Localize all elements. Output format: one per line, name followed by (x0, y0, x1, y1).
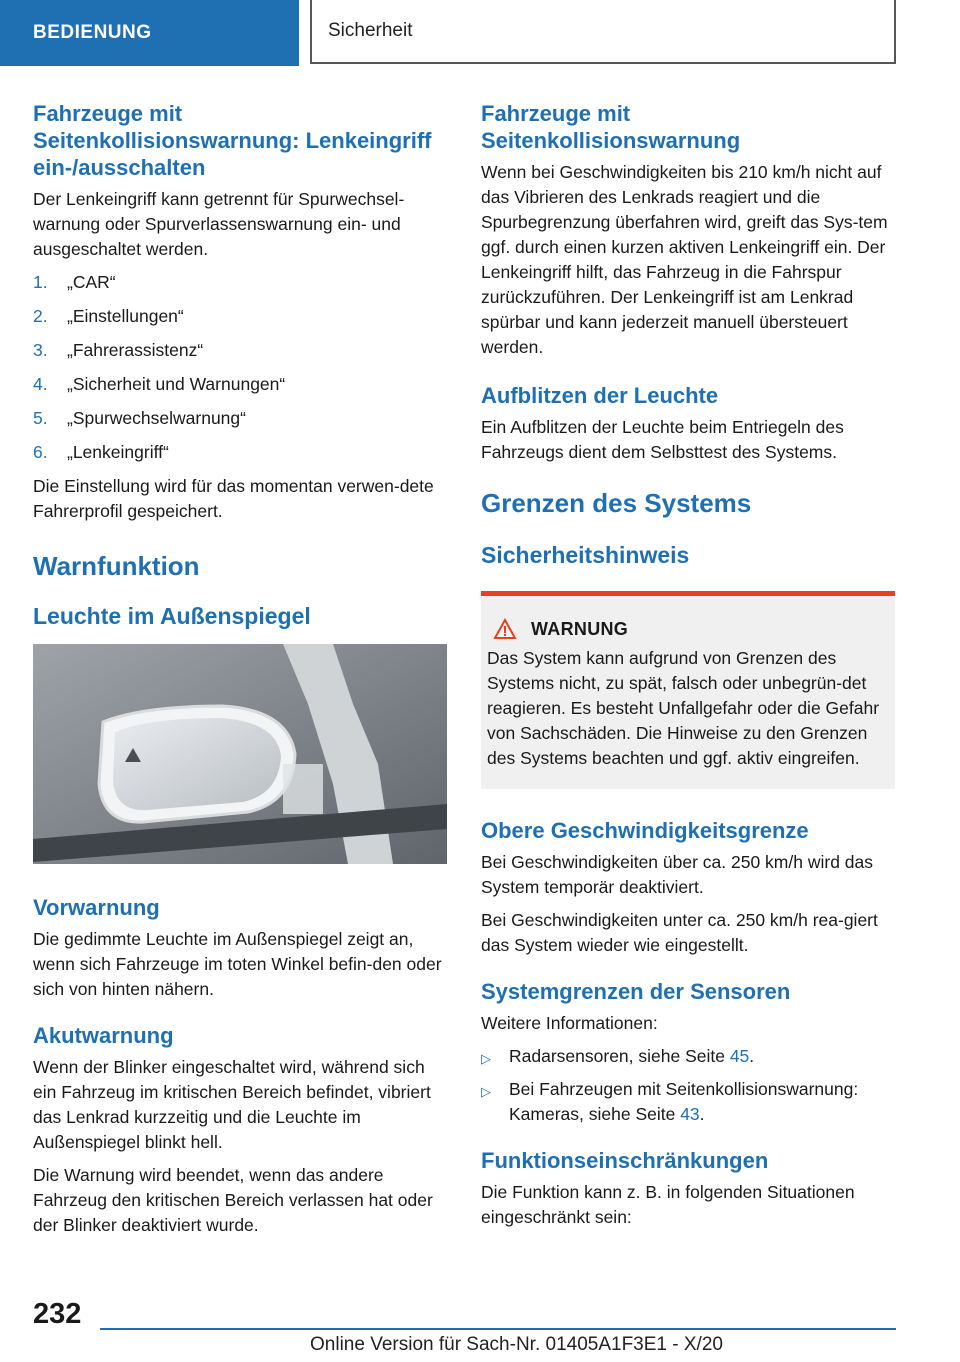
chapter-tab: BEDIENUNG (0, 0, 299, 66)
step-number: 5. (33, 408, 48, 428)
step-text: „Spurwechselwarnung“ (67, 408, 246, 428)
paragraph-obere-2: Bei Geschwindigkeiten unter ca. 250 km/h rea-giert das System wieder wie eingestellt. (481, 910, 878, 955)
heading-akutwarnung: Akutwarnung (33, 1023, 174, 1048)
warning-title: WARNUNG (531, 618, 629, 639)
list-item (481, 1044, 895, 1071)
heading-funktion: Funktionseinschränkungen (481, 1148, 769, 1173)
heading-leuchte: Leuchte im Außenspiegel (33, 603, 311, 629)
steps-list (33, 270, 447, 465)
paragraph-akut-1: Wenn der Blinker eingeschaltet wird, während sich ein Fahrzeug im kritischen Bereich befindet, vibriert das Lenkrad kurzzeitig und die Leuchte im Außenspiegel blinkt hell. (33, 1057, 431, 1152)
paragraph-profil: Die Einstellung wird für das momentan verwen-dete Fahrerprofil gespeichert. (33, 476, 434, 521)
paragraph-akut-2: Die Warnung wird beendet, wenn das andere Fahrzeug den kritischen Bereich verlassen hat oder der Blinker deaktiviert wurde. (33, 1165, 433, 1235)
right-column (481, 100, 895, 1238)
step-text: „Fahrerassistenz“ (67, 340, 204, 360)
page-number: 232 (33, 1298, 82, 1330)
heading-seitenkollision: Fahrzeuge mit Seitenkollisionswarnung (481, 101, 741, 153)
left-column (33, 100, 447, 1246)
step-text: „CAR“ (67, 272, 116, 292)
page-link[interactable]: 43 (680, 1104, 700, 1124)
bullet-arrow-icon: ▷ (481, 1084, 491, 1099)
page-link[interactable]: 45 (729, 1046, 750, 1066)
footer-divider (100, 1328, 896, 1330)
heading-sicherheitshinweis: Sicherheitshinweis (481, 542, 690, 568)
mirror-photo (33, 644, 447, 864)
bullet-text: Radarsensoren, siehe Seite 45. (509, 1046, 755, 1066)
step-number: 1. (33, 272, 48, 292)
heading-obere-grenze: Obere Geschwindigkeitsgrenze (481, 818, 809, 843)
sensor-list (481, 1044, 895, 1127)
bullet-arrow-icon: ▷ (481, 1051, 491, 1066)
heading-sensoren: Systemgrenzen der Sensoren (481, 979, 791, 1004)
step-number: 3. (33, 340, 48, 360)
step-number: 4. (33, 374, 48, 394)
paragraph-funktion: Die Funktion kann z. B. in folgenden Situationen eingeschränkt sein: (481, 1182, 855, 1227)
list-item (33, 440, 447, 465)
paragraph-obere-1: Bei Geschwindigkeiten über ca. 250 km/h wird das System temporär deaktiviert. (481, 852, 874, 897)
list-item (33, 338, 447, 363)
paragraph-sensoren: Weitere Informationen: (481, 1013, 658, 1033)
heading-lenkeingriff: Fahrzeuge mit Seitenkollisionswarnung: Lenkeingriff ein-/ausschalten (33, 101, 432, 180)
heading-vorwarnung: Vorwarnung (33, 895, 160, 920)
page-header (0, 0, 960, 66)
step-text: „Einstellungen“ (67, 306, 184, 326)
heading-aufblitzen: Aufblitzen der Leuchte (481, 383, 719, 408)
step-text: „Sicherheit und Warnungen“ (67, 374, 286, 394)
section-tab: Sicherheit (310, 0, 896, 64)
heading-warnfunktion: Warnfunktion (33, 551, 200, 581)
warning-triangle-icon (493, 618, 517, 640)
list-item (33, 270, 447, 295)
paragraph-lenkeingriff: Der Lenkeingriff kann getrennt für Spurwechsel-warnung oder Spurverlassenswarnung ein- und ausgeschaltet werden. (33, 189, 405, 259)
warning-text: Das System kann aufgrund von Grenzen des Systems nicht, zu spät, falsch oder unbegrün-det reagieren. Es besteht Unfallgefahr oder die Gefahr von Sachschäden. Die Hinweise zu den Grenzen des Systems beachten und ggf. aktiv eingreifen. (487, 648, 880, 768)
step-number: 6. (33, 442, 48, 462)
footer-text: Online Version für Sach-Nr. 01405A1F3E1 - X/20 (310, 1334, 723, 1355)
bullet-text: Bei Fahrzeugen mit Seitenkollisionswarnung: Kameras, siehe Seite 43. (509, 1079, 859, 1124)
list-item (481, 1077, 895, 1127)
list-item (33, 304, 447, 329)
paragraph-aufblitzen: Ein Aufblitzen der Leuchte beim Entriegeln des Fahrzeugs dient dem Selbsttest des Systems. (481, 417, 844, 462)
list-item (33, 406, 447, 431)
warning-header (487, 618, 887, 640)
paragraph-seitenkollision: Wenn bei Geschwindigkeiten bis 210 km/h nicht auf das Vibrieren des Lenkrads reagiert und die Spurbegrenzung überfahren wird, greift das Sys-tem ggf. durch einen kurzen aktiven Lenkeingriff ein. Der Lenkeingriff hilft, das Fahrzeug in die Fahrspur zurückzuführen. Der Lenkeingriff ist am Lenkrad spürbar und kann jederzeit manuell übersteuert werden. (481, 162, 888, 357)
list-item (33, 372, 447, 397)
heading-grenzen: Grenzen des Systems (481, 488, 752, 518)
paragraph-vorwarnung: Die gedimmte Leuchte im Außenspiegel zeigt an, wenn sich Fahrzeuge im toten Winkel befin-den oder sich von hinten nähern. (33, 929, 442, 999)
step-text: „Lenkeingriff“ (67, 442, 169, 462)
step-number: 2. (33, 306, 48, 326)
warning-box (481, 591, 895, 789)
